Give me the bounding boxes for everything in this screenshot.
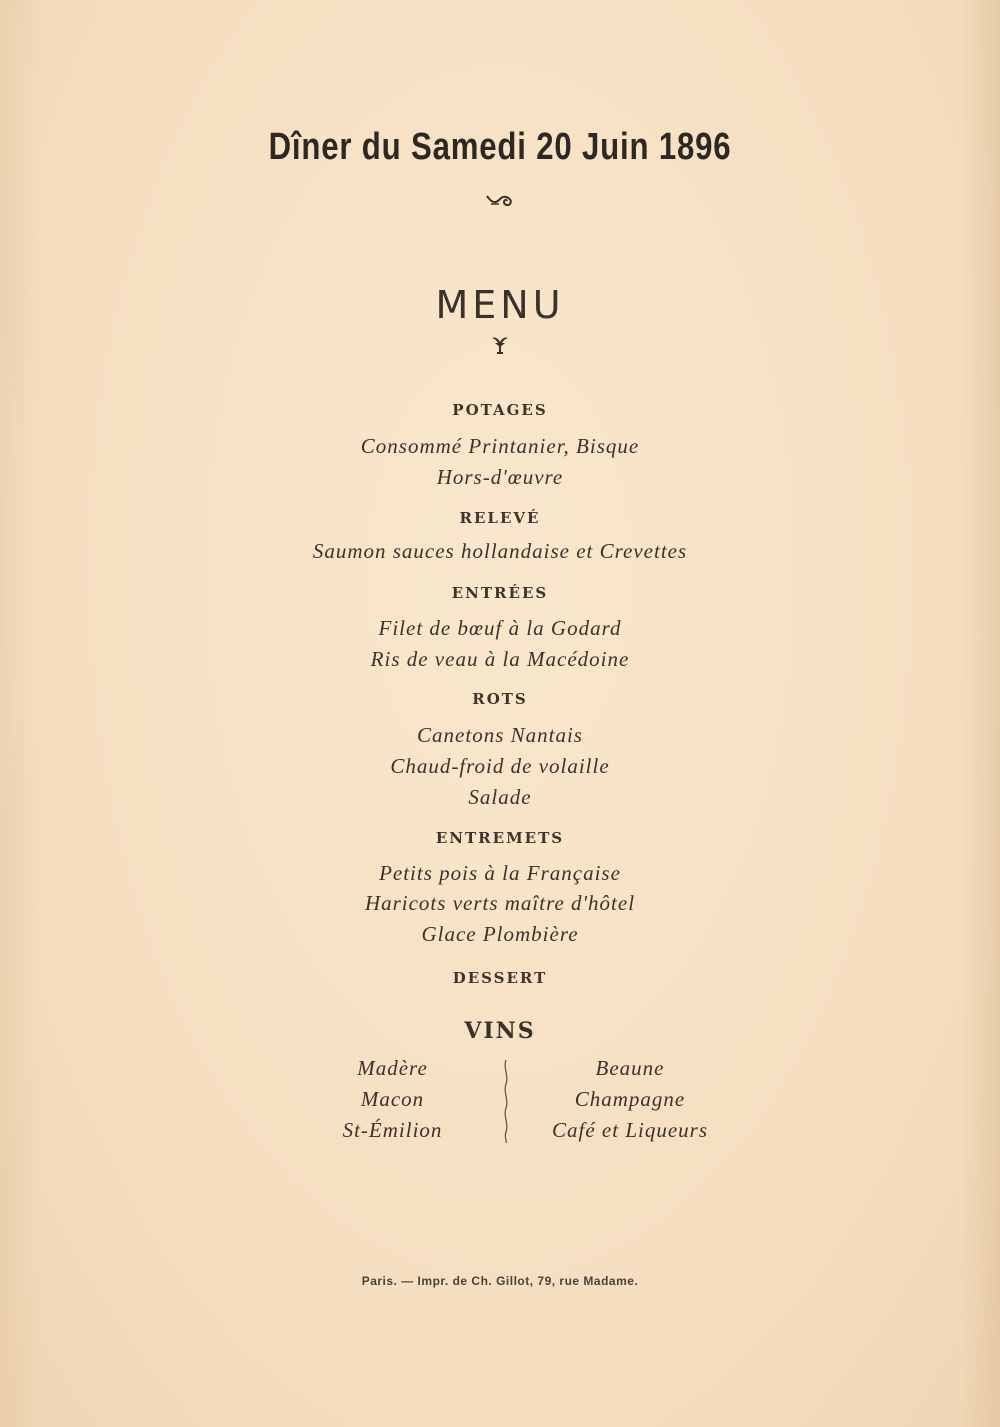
dish-item: Petits pois à la Française	[379, 861, 621, 885]
paper-edge-left	[0, 0, 40, 1427]
wine-item: Café et Liqueurs	[552, 1118, 708, 1142]
fleuron-ornament-icon	[0, 334, 1000, 362]
wine-list-left	[310, 1053, 475, 1146]
dish-item: Salade	[468, 785, 532, 809]
section-label-entremets: ENTREMETS	[435, 829, 565, 847]
dish-item: Filet de bœuf à la Godard	[378, 616, 622, 640]
wine-item: Beaune	[595, 1056, 665, 1080]
dish-item: Glace Plombière	[421, 922, 579, 946]
wine-item: Champagne	[574, 1087, 686, 1111]
wine-list-right	[540, 1053, 720, 1146]
dinner-title: Dîner du Samedi 20 Juin 1896	[268, 126, 732, 168]
dish-item: Ris de veau à la Macédoine	[370, 647, 630, 671]
section-label-potages: POTAGES	[452, 401, 548, 419]
section-label-entrees: ENTRÉES	[451, 584, 549, 602]
printer-imprint: Paris. — Impr. de Ch. Gillot, 79, rue Madame.	[361, 1274, 639, 1288]
wine-item: Madère	[357, 1056, 428, 1080]
flourish-ornament-icon	[0, 192, 1000, 213]
wine-divider-brace	[500, 1058, 512, 1144]
wine-item: St-Émilion	[342, 1118, 443, 1142]
dish-item: Chaud-froid de volaille	[390, 754, 610, 778]
section-label-releve: RELEVÉ	[459, 509, 541, 527]
wine-item: Macon	[360, 1087, 425, 1111]
paper-edge-right	[960, 0, 1000, 1427]
dish-item: Hors-d'œuvre	[436, 465, 564, 489]
menu-heading: MENU	[435, 283, 565, 327]
dish-item: Saumon sauces hollandaise et Crevettes	[312, 539, 688, 563]
section-label-dessert: DESSERT	[452, 969, 548, 987]
dish-item: Canetons Nantais	[417, 723, 583, 747]
section-label-rots: ROTS	[472, 690, 528, 708]
dish-item: Consommé Printanier, Bisque	[360, 434, 640, 458]
wines-heading: VINS	[464, 1018, 536, 1044]
dish-item: Haricots verts maître d'hôtel	[364, 891, 636, 915]
